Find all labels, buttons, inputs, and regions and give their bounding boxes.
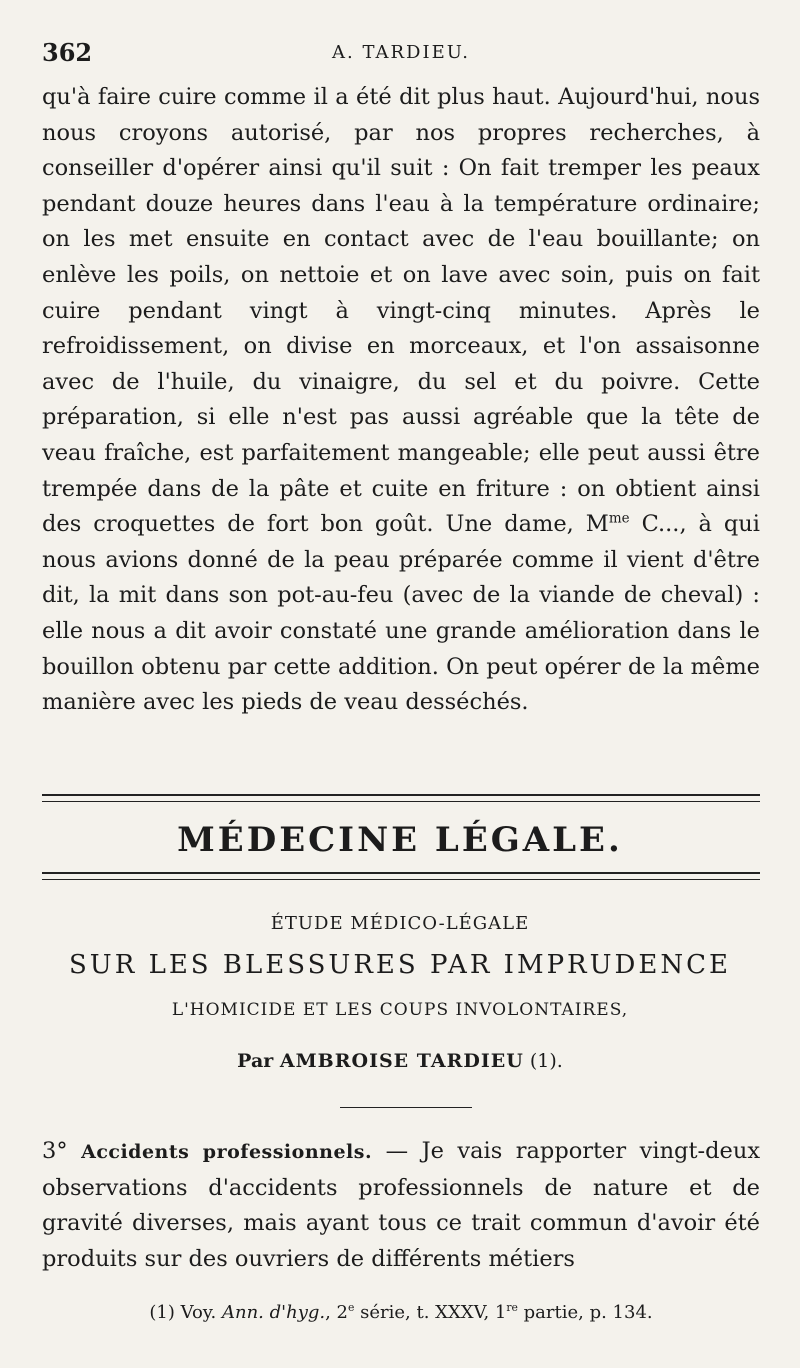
running-title: A. TARDIEU. — [332, 42, 470, 63]
footnote-journal: Ann. d'hyg. — [222, 1302, 326, 1323]
footnote-marker: (1) Voy. — [149, 1302, 222, 1323]
divider-rule — [340, 1107, 472, 1108]
footnote-series: , 2 — [325, 1302, 349, 1323]
footnote-part-sup: re — [506, 1301, 518, 1314]
byline — [0, 1050, 800, 1072]
page-number: 362 — [42, 38, 93, 67]
footnote — [42, 1302, 760, 1323]
article-kicker: ÉTUDE MÉDICO-LÉGALE — [270, 913, 530, 934]
author-name: AMBROISE TARDIEU — [279, 1050, 524, 1072]
running-head — [42, 38, 760, 68]
article-subtitle: L'HOMICIDE ET LES COUPS INVOLONTAIRES, — [171, 1000, 629, 1020]
footnote-series-rest: série, t. XXXV, 1 — [354, 1302, 507, 1323]
footnote-part-rest: partie, p. 134. — [517, 1302, 653, 1323]
paragraph-abbrev: M — [585, 511, 609, 538]
section-rule-top — [42, 794, 760, 802]
article-text: — Je vais rapporter vingt-deux observations d'accidents professionnels de nature et de gravité diverses, mais ayant tous ce trait commun d'avoir été produits sur des ouvriers de différents métiers — [42, 1138, 761, 1272]
paragraph-text: qu'à faire cuire comme il a été dit plus haut. Aujourd'hui, nous nous croyons autorisé, par nos propres recherches, à conseiller d'opérer ainsi qu'il suit : On fait tremper les peaux pendant douze heures dans l'eau à la température ordinaire; on les met ensuite en contact avec de l'eau bouillante; on enlève les poils, on nettoie et on lave avec soin, puis on fait cuire pendant vingt à vingt-cinq minutes. Après le refroidissement, on divise en morceaux, et l'on assaisonne avec de l'huile, du vinaigre, du sel et du poivre. Cette préparation, si elle n'est pas aussi agréable que la tête de veau fraîche, est parfaitement mangeable; elle peut aussi être trempée dans de la pâte et cuite en friture : on obtient ainsi des croquettes de fort bon goût. Une dame, — [42, 84, 760, 538]
lead-number: 3° — [42, 1138, 82, 1164]
section-title: MÉDECINE LÉGALE. — [177, 820, 623, 860]
paragraph-abbrev-sup: me — [608, 510, 630, 527]
article-title: SUR LES BLESSURES PAR IMPRUDENCE — [69, 950, 731, 980]
section-rule-bottom — [42, 872, 760, 880]
footnote-series-sup: e — [348, 1301, 355, 1314]
paragraph-text-cont: C..., à qui nous avions donné de la peau préparée comme il vient d'être dit, la mit dans son pot-au-feu (avec de la viande de cheval) : elle nous a dit avoir constaté une grande amélioration dans le bouillon obtenu par cette addition. On peut opérer de la même manière avec les pieds de veau desséchés. — [42, 511, 760, 716]
byline-prefix: Par — [237, 1050, 280, 1072]
article-paragraph — [42, 1134, 760, 1277]
lead-heading: Accidents professionnels. — [81, 1141, 373, 1163]
body-paragraph — [42, 80, 760, 721]
footnote-reference: (1). — [523, 1050, 563, 1072]
